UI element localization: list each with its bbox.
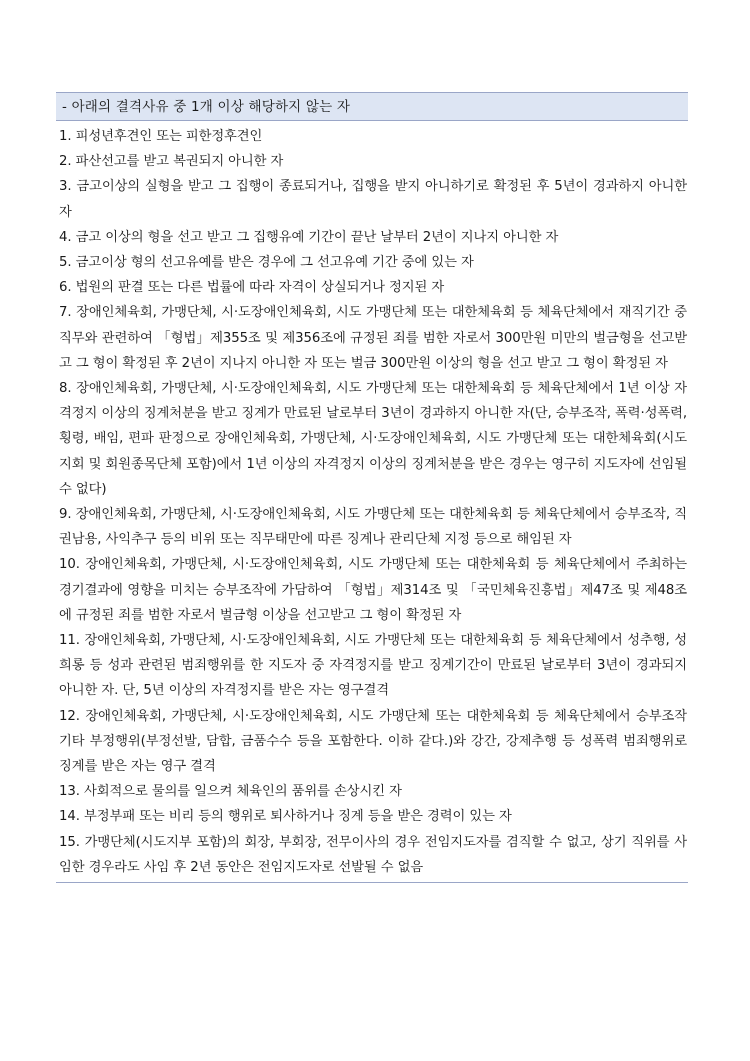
list-item: 8. 장애인체육회, 가맹단체, 시·도장애인체육회, 시도 가맹단체 또는 대한체육회 등 체육단체에서 1년 이상 자격정지 이상의 징계처분을 받고 징계가 만료된 날로부터 3년이 경과하지 아니한 자(단, 승부조작, 폭력·성폭력, 횡령, 배임, 편파 판정으로 장애인체육회, 가맹단체, 시·도장애인체육회, 시도 가맹단체 또는 대한체육회(시도지회 및 회원종목단체 포함)에서 1년 이상의 자격정지 이상의 징계처분을 받은 경우는 영구히 지도자에 선임될 수 없다) <box>59 381 687 497</box>
list-item: 3. 금고이상의 실형을 받고 그 집행이 종료되거나, 집행을 받지 아니하기로 확정된 후 5년이 경과하지 아니한 자 <box>59 179 687 220</box>
list-item: 1. 피성년후견인 또는 피한정후견인 <box>59 129 263 144</box>
list-item: 4. 금고 이상의 형을 선고 받고 그 집행유예 기간이 끝난 날부터 2년이 지나지 아니한 자 <box>59 229 559 245</box>
list-item: 6. 법원의 판결 또는 다른 법률에 따라 자격이 상실되거나 정지된 자 <box>59 280 445 296</box>
list-item: 13. 사회적으로 물의를 일으켜 체육인의 품위를 손상시킨 자 <box>59 784 402 800</box>
list-item: 15. 가맹단체(시도지부 포함)의 회장, 부회장, 전무이사의 경우 전임지도자를 겸직할 수 없고, 상기 직위를 사임한 경우라도 사임 후 2년 동안은 전임지도자로 선발될 수 없음 <box>59 834 687 875</box>
list-item: 9. 장애인체육회, 가맹단체, 시·도장애인체육회, 시도 가맹단체 또는 대한체육회 등 체육단체에서 승부조작, 직권남용, 사익추구 등의 비위 또는 직무태만에 따른 징계나 관리단체 지정 등으로 해임된 자 <box>59 507 687 548</box>
list-item: 12. 장애인체육회, 가맹단체, 시·도장애인체육회, 시도 가맹단체 또는 대한체육회 등 체육단체에서 승부조작 기타 부정행위(부정선발, 담합, 금품수수 등을 포함한다. 이하 같다.)와 강간, 강제추행 등 성폭력 범죄행위로 징계를 받은 자는 영구 결격 <box>59 708 687 775</box>
list-item: 11. 장애인체육회, 가맹단체, 시·도장애인체육회, 시도 가맹단체 또는 대한체육회 등 체육단체에서 성추행, 성희롱 등 성과 관련된 범죄행위를 한 지도자 중 자격정지를 받고 징계기간이 만료된 날로부터 3년이 경과되지 아니한 자. 단, 5년 이상의 자격정지를 받은 자는 영구결격 <box>59 633 687 699</box>
disqualification-table <box>56 92 688 883</box>
table-header: - 아래의 결격사유 중 1개 이상 해당하지 않는 자 <box>56 93 688 121</box>
table-body <box>56 121 688 882</box>
list-item: 14. 부정부패 또는 비리 등의 행위로 퇴사하거나 징계 등을 받은 경력이 있는 자 <box>59 809 512 825</box>
list-item: 10. 장애인체육회, 가맹단체, 시·도장애인체육회, 시도 가맹단체 또는 대한체육회 등 체육단체에서 주최하는 경기결과에 영향을 미치는 승부조작에 가담하여 「형법」제314조 및 「국민체육진흥법」제47조 및 제48조에 규정된 죄를 범한 자로서 벌금형 이상을 선고받고 그 형이 확정된 자 <box>59 557 687 623</box>
list-item: 5. 금고이상 형의 선고유예를 받은 경우에 그 선고유예 기간 중에 있는 자 <box>59 255 474 271</box>
list-item: 2. 파산선고를 받고 복권되지 아니한 자 <box>59 154 284 170</box>
list-item: 7. 장애인체육회, 가맹단체, 시·도장애인체육회, 시도 가맹단체 또는 대한체육회 등 체육단체에서 재직기간 중 직무와 관련하여 「형법」제355조 및 제356조에 규정된 죄를 범한 자로서 300만원 미만의 벌금형을 선고받고 그 형이 확정된 후 2년이 지나지 아니한 자 또는 벌금 300만원 이상의 형을 선고 받고 그 형이 확정된 자 <box>59 305 687 371</box>
